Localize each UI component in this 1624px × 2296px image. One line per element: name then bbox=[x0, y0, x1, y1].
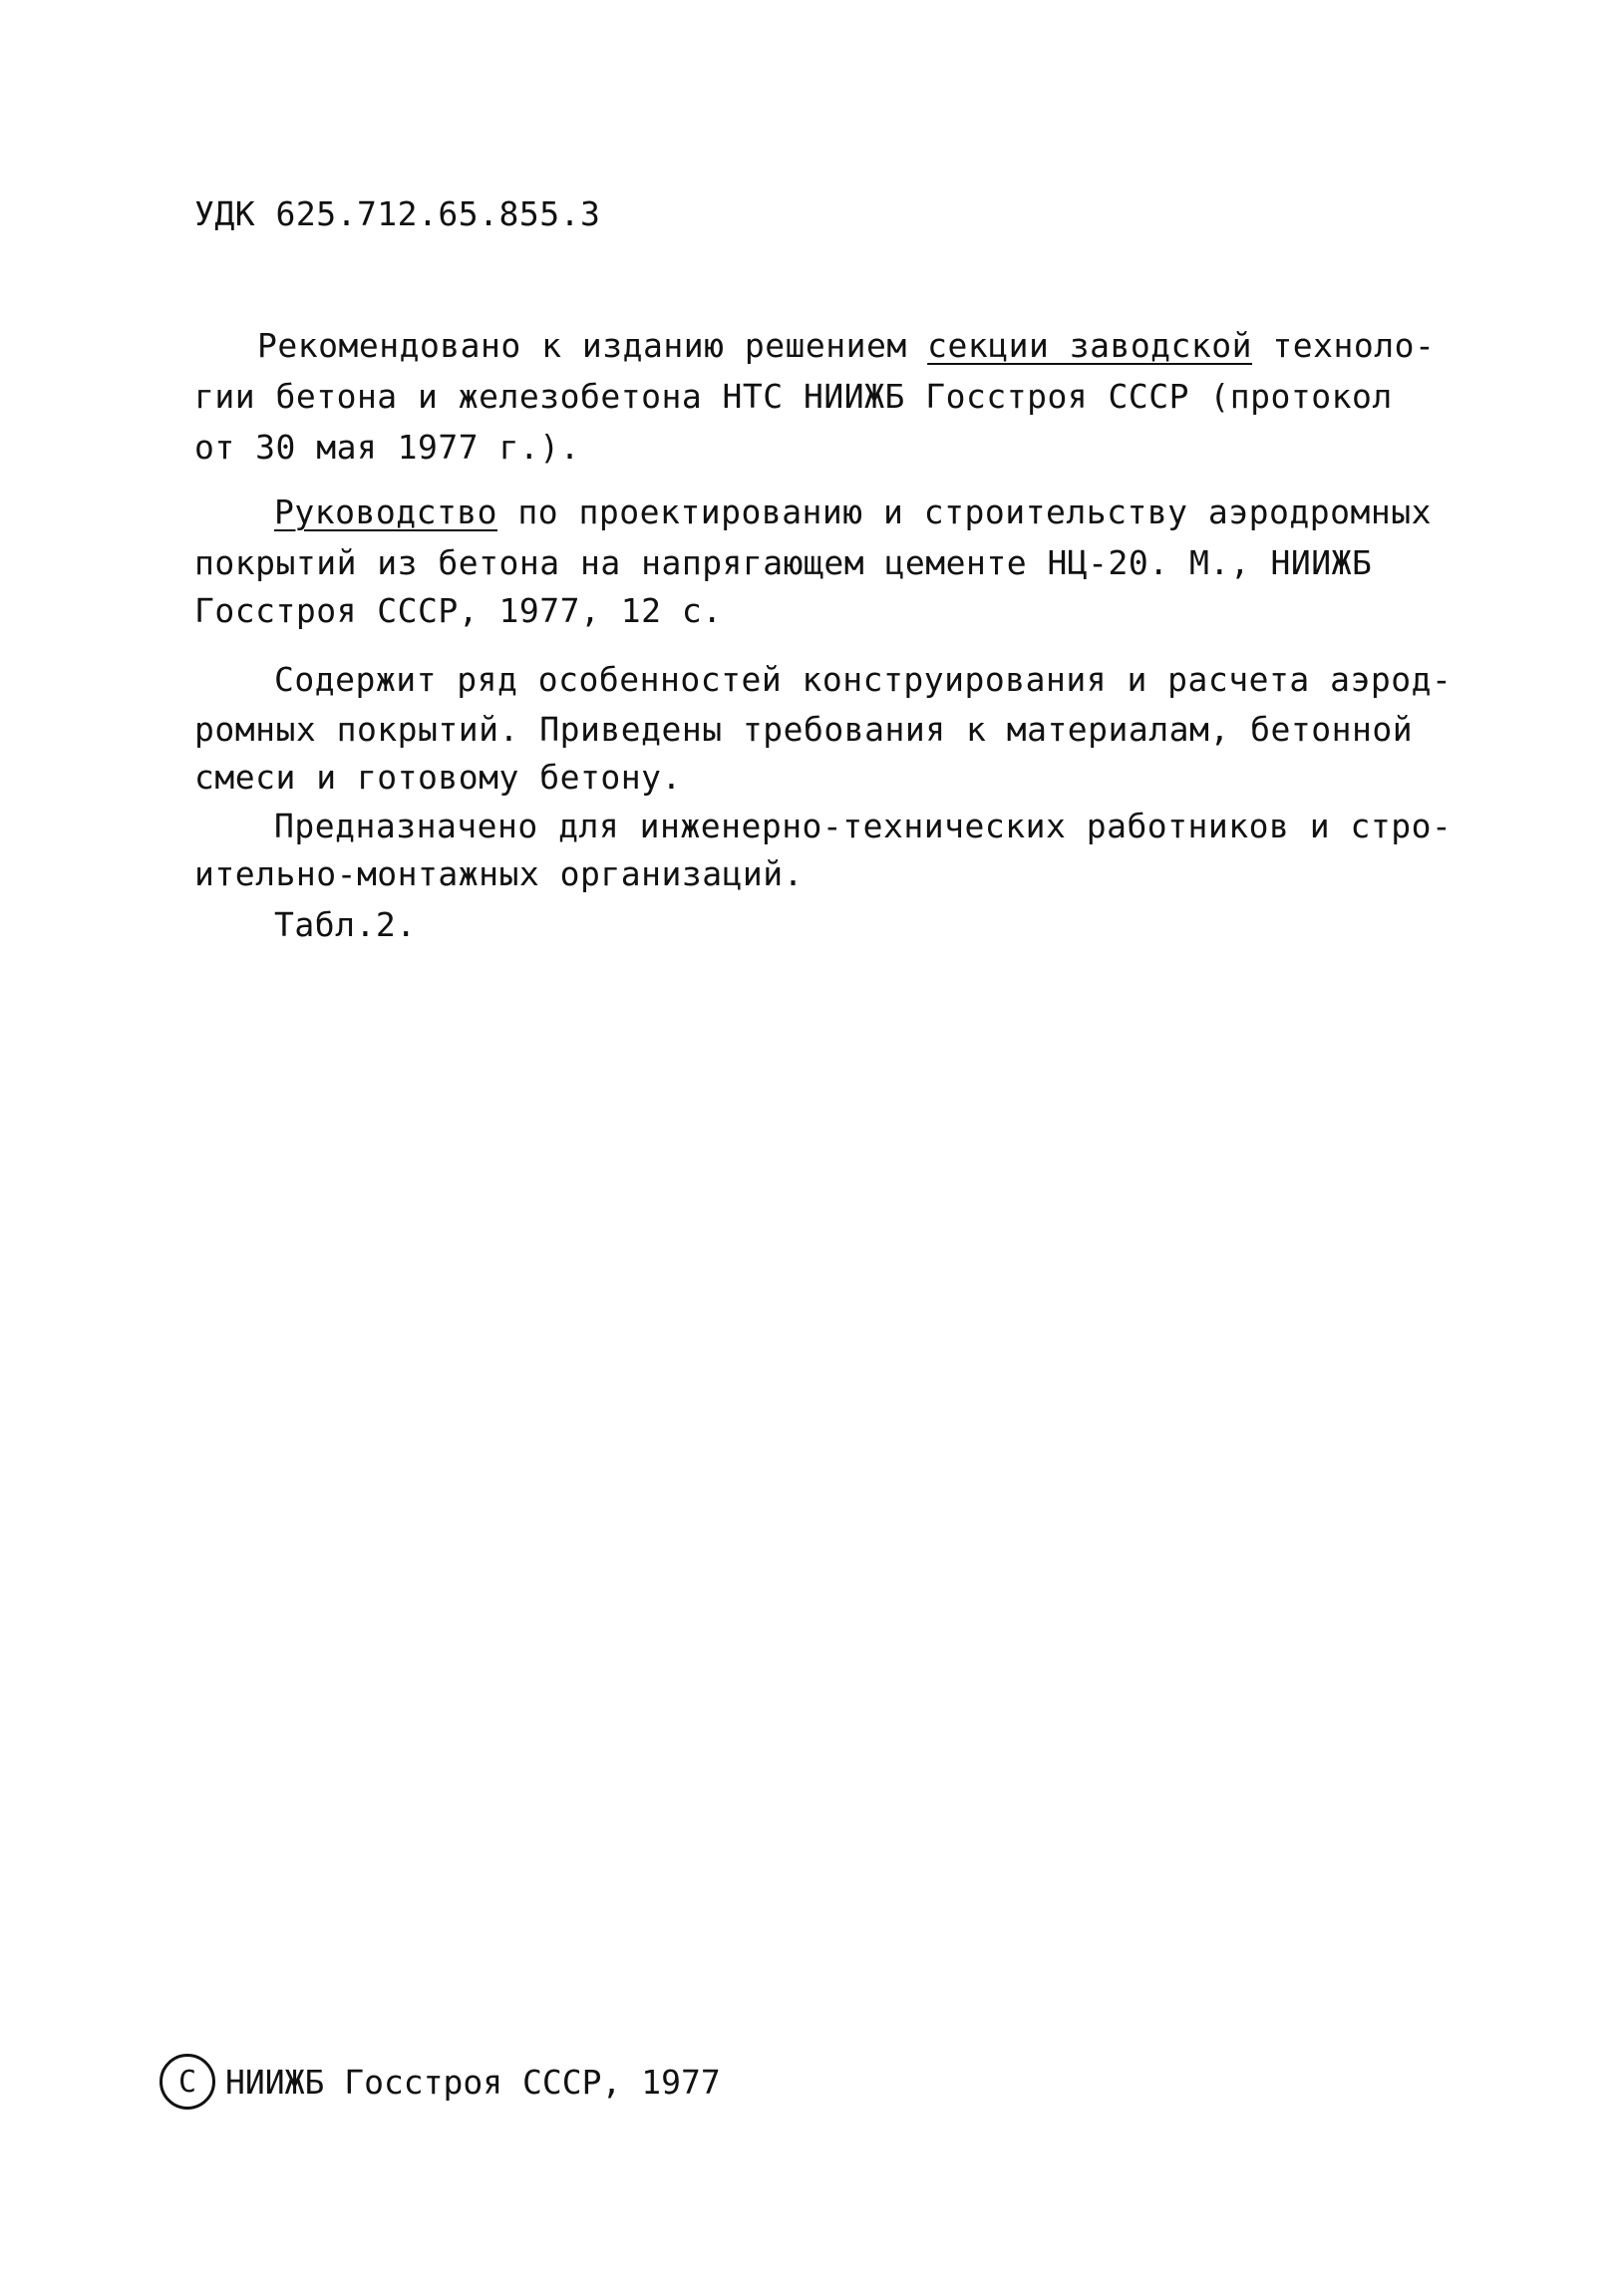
bibliography-line-1 bbox=[274, 492, 1432, 531]
recommendation-line-1 bbox=[257, 326, 1436, 365]
abstract-line-2: ромных покрытий. Приведены требования к материалам, бетонной bbox=[194, 710, 1414, 749]
recommendation-line-2: гии бетона и железобетона НТС НИИЖБ Госстроя СССР (протокол bbox=[194, 377, 1393, 416]
bibliography-title-rest: по проектированию и строительству аэродромных bbox=[497, 492, 1432, 531]
bibliography-line-2: покрытий из бетона на напрягающем цементе НЦ-20. М., НИИЖБ bbox=[194, 543, 1373, 582]
recommendation-text-end: техноло- bbox=[1252, 326, 1436, 365]
recommendation-line-3: от 30 мая 1977 г.). bbox=[194, 428, 580, 467]
audience-line-1: Предназначено для инженерно-технических работников и стро- bbox=[274, 807, 1453, 845]
recommendation-underlined-text: секции заводской bbox=[927, 326, 1253, 365]
bibliography-title-underlined: Руководство bbox=[274, 492, 498, 531]
copyright-notice bbox=[160, 2052, 721, 2112]
copyright-circle-icon: С bbox=[160, 2054, 215, 2110]
abstract-line-1: Содержит ряд особенностей конструирования и расчета аэрод- bbox=[274, 660, 1453, 699]
recommendation-text-start: Рекомендовано к изданию решением bbox=[257, 326, 928, 365]
copyright-text: НИИЖБ Госстроя СССР, 1977 bbox=[225, 2062, 721, 2102]
tables-note: Табл.2. bbox=[274, 905, 417, 944]
udk-code: УДК 625.712.65.855.3 bbox=[194, 194, 601, 233]
bibliography-line-3: Госстроя СССР, 1977, 12 с. bbox=[194, 591, 723, 630]
audience-line-2: ительно-монтажных организаций. bbox=[194, 854, 805, 893]
abstract-line-3: смеси и готовому бетону. bbox=[194, 758, 682, 797]
